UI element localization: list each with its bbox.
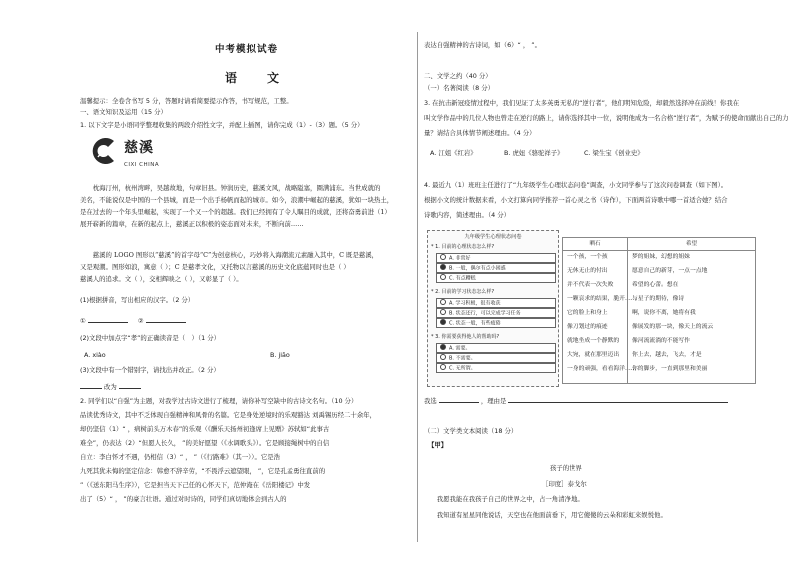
poem-2-line: 梦的姐妹，幻想的姐妹 [632,254,690,260]
radio-icon [440,274,446,280]
survey-q3: * 3. 你需要获得他人的帮助吗? [431,334,500,340]
radio-icon [440,254,446,260]
story-title: 孩子的世界 [550,464,582,472]
poem-1-line: 像刀划过的痕迹 [567,324,608,330]
option-label: B. 状态还行，可以完成学习任务 [449,310,521,317]
radio-icon [440,354,446,360]
poem-1-line: 无休无止的付出 [567,268,608,274]
q1-3: (3)文段中有一个错别字，请找出并改正。（2 分） [80,366,220,374]
q2-line-7: ”（《送东阳马生序》），它是担当天下己任的心怀天下，范仲淹在《岳阳楼记》中发 [80,481,311,489]
passage-label-jia: 【甲】 [428,441,448,449]
q3-line-2: 叫文学作品中的几位人物也曾走在逆行的路上，请你选择其中一位，说明他成为一名合格“逆行者”，为赋予的使命而献出自己的力 [424,114,789,122]
survey-q2-opt-a[interactable] [436,298,556,308]
q2-line-1: 2. 同学们以“自强”为主题，对我学过古诗文进行了梳理，请你补写空缺中的古诗文名句。（10 分） [80,397,358,405]
poem-2-box [627,237,756,384]
radio-icon [440,299,446,305]
survey-q1-opt-a[interactable] [436,253,556,263]
survey-header: 九年级学生心理状态问卷 [464,234,522,240]
select-label: 我选 [424,397,437,405]
poem-1-box [562,237,637,384]
section-1-title: 一、语文知识及运用（15 分） [80,108,167,116]
poem-2-line: 你上去，越去，飞去，才是 [632,352,702,358]
survey-q3-opt-c[interactable] [436,363,556,373]
passage-2-line-3: 慈溪人的追求。文（ ），交相辉映之（ ），又彰显了（ ）。 [80,275,243,283]
poem-2-line: 像河流流淌的不能写作 [632,338,690,344]
q1-2-option-b[interactable]: B. jiāo [270,351,290,359]
poem-2-line: 你的脚步，一直到那里和美丽 [632,366,708,372]
poem-1-line: 一身的顽强，看看海洋…… [567,366,637,372]
option-label: C. 有点糟糕 [449,275,476,282]
q1-1-blank-b[interactable] [146,316,186,323]
poem-1-line: 并不代表一次失败 [567,282,614,288]
option-label: A. 需要。 [449,345,471,352]
survey-q1-opt-c[interactable] [436,273,556,283]
poem-2-line: 愿意自己的新芽，一点一点地 [632,268,708,274]
notice: 温馨提示：全卷含书写 5 分，答题时请看简要提示作答，书写规范，工整。 [80,97,293,105]
exam-title: 中考模拟试卷 [215,44,279,55]
q1-3-blank-wrong[interactable] [80,382,102,389]
q1-intro: 1. 以下文字是小语同学整理收集的两段介绍性文字，并配上插图，请你完成（1）-（3）题。（5 分） [80,121,364,129]
story-line-1: 我愿我能在我孩子自己的世界之中，占一角清净地。 [424,495,584,503]
q3-option-c[interactable]: C. 梁生宝《创业史》 [584,149,644,157]
poem-2-line: 希望的心蕾。想在 [632,282,679,288]
q2-line-6: 九死其犹未悔的坚定信念：韩愈不辞辛劳，“不畏浮云遮望眼， ”，它是孔孟勇往直前的 [80,467,326,475]
option-label: A. 非常好 [449,255,471,262]
q1-1-blank-a[interactable] [88,316,128,323]
poem-2-line: 与星子的期待，像诗 [632,296,685,302]
subsection-1-title: （一）名著阅读（8 分） [424,84,495,92]
poem-1-line: 就地坐成一个静默的 [567,338,620,344]
passage-1-line-1: 枕海汀州，杭州湾畔，吴越故地，句章旧县。钟润历史，慈溪文风，战略隘塞，圈满浦东。当世成就的 [80,184,381,192]
q3-option-a[interactable]: A. 江姐《红岩》 [430,149,477,157]
reason-blank[interactable] [508,396,728,403]
q1-2: (2)文段中加点字“孝”的正确读音是（ ）（1 分） [80,334,220,342]
q2-line-3: 却仍坚信（1）“ ，病树前头万木春”的乐观（《酬乐天扬州初逢席上见赠》苏轼如“此事古 [80,425,330,433]
q3-line-1: 3. 在抗击新冠疫情过程中，我们见证了太多英勇无私的“逆行者”，他们明知危险，却毅然选择冲在前线！你我在 [424,99,740,107]
option-label: A. 学习积极，很有收获 [449,300,501,307]
option-label: B. 不需要。 [449,355,476,362]
poem-2-line: 啊，说你不离，她将有我 [632,310,696,316]
section-2-title: 二、文学之约（40 分） [424,72,492,80]
q2-line-4: 难全”，仍表达（2）“但愿人长久， ”的美好愿望（《水调歌头》）。它是顾接绳树中的自信 [80,439,330,447]
story-line-2: 我知道有星星同他说话，天空也在他面前垂下，用它傻傻的云朵和彩虹来娱悦他。 [424,511,667,519]
q1-3-answer-row [80,382,141,391]
logo-script: 慈溪 [124,140,154,156]
survey-q3-opt-b[interactable] [436,353,556,363]
survey-q2-opt-b[interactable] [436,308,556,318]
poem-1-line: 它的脸上和身上 [567,310,608,316]
q4-answer-row [424,396,728,405]
q4-line-3: 诗歌内容，简述理由。（4 分） [424,211,510,219]
q1-2-option-a[interactable]: A. xiào [84,351,106,359]
option-label: C. 状态一般，有些疲倦 [449,320,501,327]
survey-q1-opt-b[interactable] [436,263,556,273]
q2-continuation: 表达自强精神的古诗词，如（6）“ ， ”。 [424,41,541,49]
q3-line-3: 量？请结合具体情节阐述理由。（4 分） [424,129,536,137]
passage-2-line-1: 慈溪的 LOGO 图形以“慈溪”的首字母“C”为创意核心，巧妙将入海潮流元素融入其中，C 既是慈溪， [80,251,379,259]
logo-english: CIXI CHINA [124,162,160,168]
poem-1-line: 一颗哀求的结果，脆开…… [567,296,637,302]
radio-icon [440,309,446,315]
radio-selected-icon [440,264,446,270]
poem-1-line: 大宛，就在那里迈出 [567,352,620,358]
passage-2-line-2: 又是观潮。图形如浪，寓意（ ）；C 是慈孝文化，又托物以言慈溪的历史文化底蕴同时也是（ ） [80,263,350,271]
survey-q2: * 2. 目前的学习状态怎么样? [431,289,495,295]
story-author: ［印度］泰戈尔 [542,480,587,488]
column-divider [417,32,418,542]
q4-line-1: 4. 最近九（1）班班主任进行了“九年级学生心理状态问卷”调查，小文同学参与了这次问卷调查（如下图）。 [424,181,728,189]
q3-option-b[interactable]: B. 虎妞《骆驼祥子》 [504,149,564,157]
option-label: C. 无所谓。 [449,365,476,372]
select-blank[interactable] [439,396,479,403]
survey-q1: * 1. 目前的心理状态怎么样? [431,244,495,250]
subject-title: 语 文 [225,71,282,85]
q1-1-answers [80,316,186,325]
q1-3-blank-right[interactable] [119,382,141,389]
poem-2-line: 像展发的那一块，像天上的流云 [632,324,714,330]
q2-line-5: 自立：李白怀才不遇，仍相信（3）“ ， ”（《行路难》（其一））。它是浩 [80,453,281,461]
q1-1-marker-b: ② [137,317,144,325]
radio-selected-icon [440,319,446,325]
reason-label: ，理由是 [480,397,507,405]
cixi-logo-icon [88,135,120,167]
radio-selected-icon [440,344,446,350]
q1-1: (1)根据拼音，写出相应的汉字。（2 分） [80,296,195,304]
q1-1-marker-a: ① [80,317,86,325]
survey-q2-opt-c[interactable] [436,318,556,328]
passage-1-line-3: 是在过去的一个年头里崛起，实现了一个又一个的超越。我们已经拥有了令人瞩目的成就，还将奋勇前进（1） [80,208,391,216]
q1-3-connector: 改为 [104,383,117,391]
poem-1-line: 一个孩，一个孩 [567,254,608,260]
survey-q3-opt-a[interactable] [436,343,556,353]
survey-panel [427,230,559,387]
poem-1-title: 晒石 [563,238,627,251]
passage-1-line-4: 展开崭新的篇章，在新的起点上，慈溪正以积极的姿态面对未来，不断向前…… [80,220,304,228]
subsection-2-title: （二）文学类文本阅读（18 分） [424,427,518,435]
option-label: B. 一般，偶尔有点小困惑 [449,265,506,272]
q2-line-8: 出了（5）“ ， ”的豪言壮语。通过对时诗的，同学们真切地体会到古人的 [80,495,287,503]
passage-1-line-2: 美名，不能说仅是中国的一个县城，而是一个出手杨帆而起的城市。如今，浪潮中崛起的慈溪，犹如一块热土， [80,196,394,204]
radio-icon [440,364,446,370]
poem-2-title: 希望 [628,238,755,251]
q2-line-2: 品读优秀诗文，其中不乏体现自强精神和风骨的名篇。它是身处逆境时的乐观豁达 刘禹锡历经二十余年， [80,411,376,419]
q4-line-2: 根据小文的统计数据来看，小文打算向同学推荐一首心灵之书（诗作），下面两首诗歌中哪一首适合她？结合 [424,196,728,204]
